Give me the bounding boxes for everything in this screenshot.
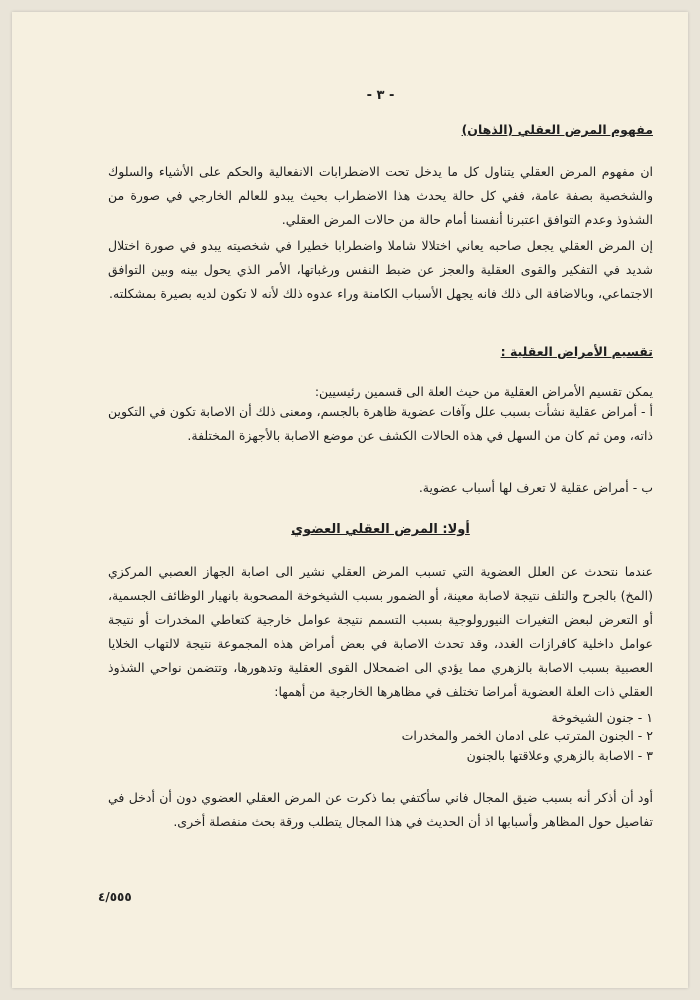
document-page — [12, 12, 688, 988]
classification-item-b: ب - أمراض عقلية لا تعرف لها أسباب عضوية. — [418, 480, 653, 495]
list-item: ١ - جنون الشيخوخة — [551, 710, 653, 725]
classification-item-a: أ - أمراض عقلية نشأت بسبب علل وآفات عضوية ظاهرة بالجسم، ومعنى ذلك أن الاصابة تكون في التكوين ذاته، ومن ثم كان من السهل في هذه الحالات الكشف عن موضع الاصابة بالأجهزة المختلفة. — [108, 404, 653, 443]
list-item: ٣ - الاصابة بالزهري وعلاقتها بالجنون — [466, 748, 653, 763]
paragraph-concept: ان مفهوم المرض العقلي يتناول كل ما يدخل تحت الاضطرابات الانفعالية والحكم على الأشياء والسلوك والشخصية بصفة عامة، ففي كل حالة يحدث هذا الاضطراب بحيث يبدو للعالم الخارجي في صورة من الشذوذ وعدم التوافق اعتبرنا أنفسنا أمام حالة من حالات المرض العقلي. — [108, 164, 653, 227]
paragraph-closing-note: أود أن أذكر أنه بسبب ضيق المجال فاني سأكتفي بما ذكرت عن المرض العقلي العضوي دون أن أدخل في تفاصيل حول المظاهر وأسبابها اذ أن الحديث في هذا المجال يتطلب ورقة بحث منفصلة أخرى. — [108, 790, 653, 829]
heading-mental-illness-concept: مفهوم المرض العقلي (الذهان) — [461, 122, 653, 137]
paragraph-effects: إن المرض العقلي يجعل صاحبه يعاني اختلالا شاملا واضطرابا خطيرا في شخصيته يبدو في صورة اختلال شديد في التفكير والقوى العقلية والعجز عن ضبط النفس ورغباتها، الأمر الذي يحول بينه وبين التوافق الاجتماعي، وبالاضافة الى ذلك فانه يجهل الأسباب الكامنة وراء عدوه ذلك لأنه لا تكون لديه بصيرة بمشكلته. — [108, 238, 653, 301]
heading-classification: تقسيم الأمراض العقلية : — [500, 344, 653, 359]
section-title-organic: أولا: المرض العقلي العضوي — [291, 522, 470, 537]
classification-intro: يمكن تقسيم الأمراض العقلية من حيث العلة الى قسمين رئيسيين: — [314, 384, 653, 399]
page-number: - ٣ - — [366, 88, 395, 103]
document-reference-number: ٤/٥٥٥ — [98, 890, 132, 904]
list-item: ٢ - الجنون المترتب على ادمان الخمر والمخدرات — [401, 728, 653, 743]
paragraph-organic-causes: عندما نتحدث عن العلل العضوية التي تسبب المرض العقلي نشير الى اصابة الجهاز العصبي المركزي (المخ) بالجرح والتلف نتيجة لاصابة معينة، أو الضمور بسبب الشيخوخة المصحوبة بانهيار الوظائف الجسمية، أو التعرض لبعض التغيرات النيورولوجية بسبب التسمم نتيجة عوامل خارجية كتعاطي المخدرات أو نتيجة عوامل داخلية كافرازات الغدد، وقد تحدث الاصابة في بعض أمراض هذه المجموعة نتيجة لالتهاب الخلايا العصبية بسبب الاصابة بالزهري مما يؤدي الى اضمحلال القوى العقلية وتدهورها، وتتضمن نواحي الشذوذ العقلي ذات العلة العضوية أمراضا تختلف في مظاهرها الخارجية من أهمها: — [108, 564, 653, 699]
